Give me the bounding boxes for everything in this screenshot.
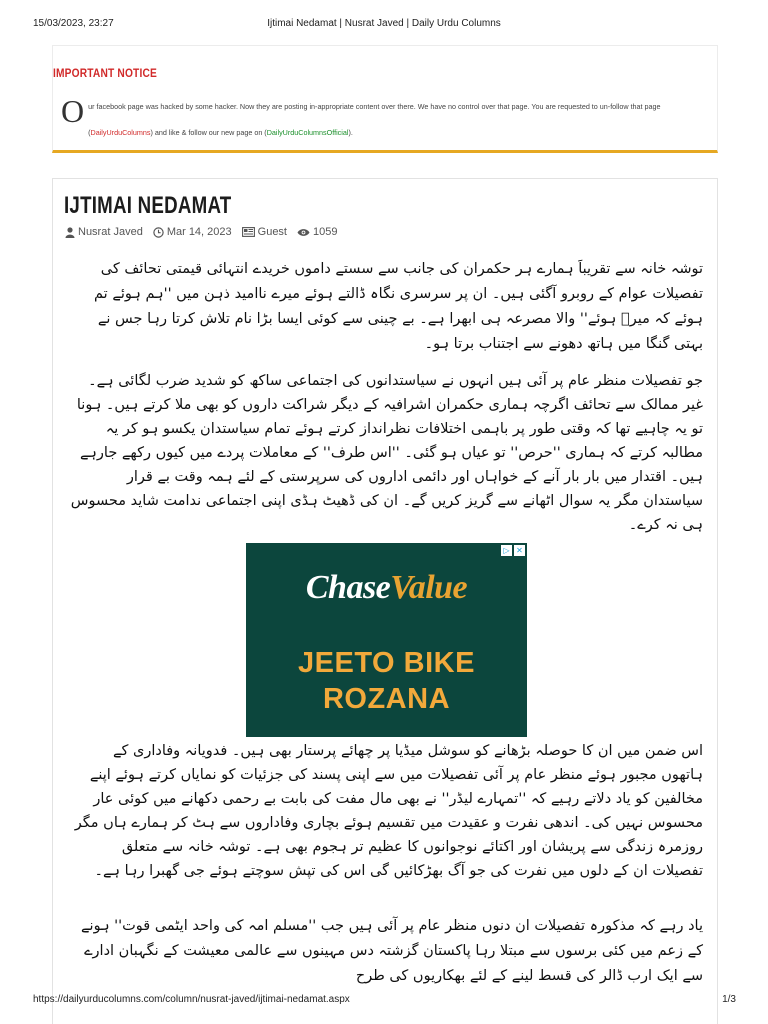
paragraph-text: اس ضمن میں ان کا حوصلہ بڑھانے کو سوشل میڈیا پر چھائے پرستار بھی ہیں۔ فدویانہ وفاداری کے ہاتھوں مجبور ہوئے منظر عام پر آئی تفصیلات میں سے اپنی پسند کی جزئیات کو نمایاں کرتے ہوئے اپنے مخالفین کو یاد دلاتے رہیے کہ ''تمہارے لیڈر'' نے بھی مال مفت کی بابت بے رحمی دکھانے میں کوئی عار محسوس نہیں کی۔ اندھی نفرت و عقیدت میں تقسیم ہوئے بچاری وفاداروں سے ہٹ کر ہمارے ہاں مگر روزمرہ زندگی سے پریشان اور اکتائے نوجوانوں کا عظیم تر ہجوم بھی ہے۔ توشہ خانہ سے متعلق تفصیلات ان کے دلوں میں نفرت کی جو آگ بھڑکائیں گی اس کی تپش سوچتے ہوئے جی گھبرا رہا ہے۔: [74, 743, 703, 879]
eye-icon: [297, 228, 310, 237]
meta-date: [153, 226, 232, 238]
important-notice: [52, 45, 718, 153]
ad-choices-badge[interactable]: [501, 545, 525, 556]
meta-views: [297, 226, 337, 238]
clock-icon: [153, 227, 164, 238]
newspaper-icon: [242, 227, 255, 237]
article-meta: [65, 226, 337, 238]
print-datetime: 15/03/2023, 23:27: [33, 18, 114, 29]
views-count: 1059: [313, 226, 338, 238]
print-footer: [0, 990, 768, 1024]
ad-info-icon[interactable]: ▷: [501, 545, 512, 556]
author-name: Nusrat Javed: [78, 226, 143, 238]
ad-headline-1: JEETO BIKE: [298, 647, 475, 679]
ad-brand-part1: Chase: [305, 569, 391, 606]
ad-brand-part2: Value: [390, 569, 468, 606]
notice-heading: IMPORTANT NOTICE: [53, 66, 157, 80]
paragraph-text: توشہ خانہ سے تقریباََ ہمارے ہر حکمران کی جانب سے سستے داموں خریدے انتہائی قیمتی تحائف کی تفصیلات عوام کے روبرو آگئی ہیں۔ ان پر سرسری نگاہ ڈالتے ہوئے میرے ناامید ذہن میں ''ہم ہوئے تم ہوئے کہ میرؔ ہوئے'' والا مصرعہ ہی ابھرا ہے۔ بے چینی سے کوئی ایسا بڑا نام تلاش کرتا رہا جس نے بہتی گنگا میں ہاتھ دھونے سے اجتناب برتا ہو۔: [94, 261, 703, 352]
advertisement-banner[interactable]: [246, 543, 527, 737]
notice-body: [61, 93, 705, 146]
user-icon: [65, 227, 75, 238]
notice-text-before: ur facebook page was hacked by some hacker. Now they are posting in-appropriate content over there. We have no control over that page. You are requested to un-follow that page (: [88, 102, 661, 137]
notice-text-after: ).: [348, 128, 353, 137]
notice-dropcap: O: [61, 93, 85, 129]
paragraph-text: جو تفصیلات منظر عام پر آئی ہیں انہوں نے سیاستدانوں کی اجتماعی ساکھ کو شدید ضرب لگائی ہے۔ غیر ممالک سے تحائف اگرچہ ہماری حکمران اشرافیہ کے دیگر شراکت داروں کو بھی ملا کرتے ہیں۔ ہونا تو یہ چاہیے تھا کہ وقتی طور پر باہمی اختلافات نظرانداز کرتے ہوئے تمام سیاستدان یکسو ہو کر یہ مطالبہ کرتے کہ ہماری ''حرص'' تو عیاں ہو گئی۔ ''اس طرف'' کے معاملات پردے میں کیوں رکھے جارہے ہیں۔ اقتدار میں بار بار آنے کے خواہاں اور دائمی اداروں کی سرپرستی کے لئے ہمہ وقت بے قرار سیاستدان مگر یہ سوال اٹھانے سے گریز کریں گے۔ ان کی ڈھیٹ ہڈی اپنی اجتماعی ندامت شاید محسوس ہی نہ کرے۔: [70, 373, 703, 533]
meta-author[interactable]: [65, 226, 143, 238]
print-url: https://dailyurducolumns.com/column/nusrat-javed/ijtimai-nedamat.aspx: [33, 994, 350, 1005]
paragraph-text: یاد رہے کہ مذکورہ تفصیلات ان دنوں منظر عام پر آئی ہیں جب ''مسلم امہ کی واحد ایٹمی قوت'' ہونے کے زعم میں کئی برسوں سے مبتلا رہا پاکستان گزشتہ دس مہینوں سے عالمی معیشت کے نگہبان ادارے سے ایک ارب ڈالر کی قسط لینے کے لئے بھکاریوں کی طرح: [81, 918, 703, 984]
print-page-title: Ijtimai Nedamat | Nusrat Javed | Daily Urdu Columns: [267, 18, 501, 29]
article-paragraph-1: [69, 257, 703, 357]
article-paragraph-3: [69, 739, 703, 883]
ad-headline-2: ROZANA: [322, 683, 451, 715]
print-header: [0, 0, 768, 44]
publish-date: Mar 14, 2023: [166, 226, 232, 238]
page-number: 1/3: [722, 994, 736, 1005]
link-new-facebook-page[interactable]: DailyUrduColumnsOfficial: [266, 128, 349, 137]
meta-category[interactable]: [242, 226, 287, 238]
article-card: [52, 178, 718, 1024]
article-paragraph-2: [69, 369, 703, 537]
ad-close-icon[interactable]: ✕: [514, 545, 525, 556]
notice-text-middle: ) and like & follow our new page on (: [150, 128, 267, 137]
article-title: IJTIMAI NEDAMAT: [64, 192, 232, 219]
category-label: Guest: [257, 226, 287, 238]
ad-brand-logo: [246, 569, 527, 607]
article-paragraph-4: [69, 914, 703, 989]
link-old-facebook-page[interactable]: DailyUrduColumns: [90, 128, 151, 137]
